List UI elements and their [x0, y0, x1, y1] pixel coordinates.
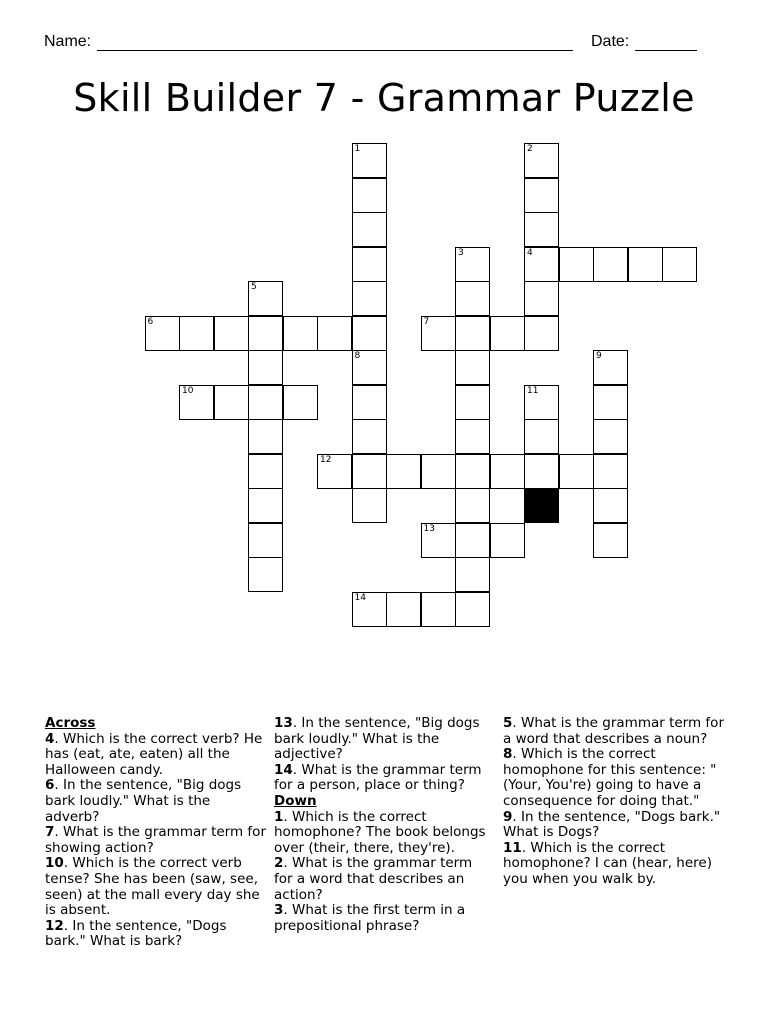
clue-number-label: 12: [320, 454, 332, 465]
crossword-cell[interactable]: [559, 247, 594, 282]
clue-number: 1: [274, 808, 284, 825]
clue-number-label: 10: [182, 385, 194, 396]
clue-number-label: 7: [423, 316, 430, 327]
crossword-cell[interactable]: [490, 523, 525, 558]
clue-text: . Which is the correct homophone? I can (hear, here) you when you walk by.: [503, 839, 712, 887]
clue-number: 6: [45, 777, 55, 794]
clue-text: . Which is the correct homophone for this sentence: "(Your, You're) going to have a consequence for doing that.": [503, 746, 717, 809]
crossword-cell[interactable]: [455, 247, 490, 282]
clue-text: . Which is the correct verb? He has (eat, ate, eaten) all the Halloween candy.: [45, 730, 263, 778]
crossword-cell[interactable]: [352, 488, 387, 523]
crossword-cell[interactable]: [524, 454, 559, 489]
crossword-cell[interactable]: [593, 247, 628, 282]
clue-text: . In the sentence, "Big dogs bark loudly." What is the adjective?: [274, 715, 480, 763]
clue-text: . What is the grammar term for showing action?: [45, 824, 266, 856]
crossword-cell[interactable]: [490, 316, 525, 351]
crossword-cell[interactable]: [421, 592, 456, 627]
clues-column-2: [274, 716, 492, 934]
clue-item: [503, 747, 725, 809]
clue-text: . What is the grammar term for a word that describes an action?: [274, 855, 473, 903]
clue-number-label: 3: [458, 247, 464, 258]
clue-number: 4: [45, 730, 55, 747]
crossword-cell[interactable]: [352, 178, 387, 213]
crossword-cell[interactable]: [283, 385, 318, 420]
crossword-cell[interactable]: [421, 523, 456, 558]
crossword-cell[interactable]: [421, 316, 456, 351]
clue-item: [274, 856, 492, 903]
name-label: Name:: [44, 33, 92, 50]
crossword-cell[interactable]: [524, 281, 559, 316]
crossword-cell[interactable]: [248, 419, 283, 454]
clue-number: 11: [503, 839, 522, 856]
clue-number-label: 8: [354, 351, 361, 361]
clue-number: 8: [503, 746, 513, 763]
clue-text: . Which is the correct verb tense? She has been (saw, see, seen) at the mall every day she is absent.: [45, 855, 260, 919]
clue-item: [274, 903, 492, 934]
crossword-cell[interactable]: [455, 419, 490, 454]
clue-number: 7: [45, 824, 55, 841]
crossword-cell[interactable]: [628, 247, 663, 282]
clue-item: [503, 841, 725, 888]
crossword-cell[interactable]: [317, 316, 352, 351]
clue-text: . What is the first term in a prepositional phrase?: [274, 902, 466, 934]
crossword-cell[interactable]: [524, 212, 559, 247]
clue-text: . In the sentence, "Dogs bark." What is bark?: [45, 917, 227, 950]
clue-number-label: 4: [527, 247, 533, 258]
clue-number-label: 2: [527, 144, 533, 154]
crossword-cell[interactable]: [352, 247, 387, 282]
clue-number: 3: [274, 902, 284, 919]
clue-number-label: 14: [354, 592, 366, 603]
crossword-cell[interactable]: [352, 281, 387, 316]
crossword-cell[interactable]: [352, 419, 387, 454]
crossword-cell[interactable]: [248, 488, 283, 523]
crossword-cell[interactable]: [179, 316, 214, 351]
crossword-cell[interactable]: [593, 419, 628, 454]
crossword-cell[interactable]: [248, 523, 283, 558]
clue-item: [45, 825, 267, 856]
crossword-cell[interactable]: [386, 454, 421, 489]
clue-item: [45, 778, 267, 825]
crossword-cell[interactable]: [352, 316, 387, 351]
date-label: Date:: [591, 33, 630, 50]
clue-number: 12: [45, 917, 64, 934]
clue-item: [45, 732, 267, 779]
crossword-cell[interactable]: [179, 385, 214, 420]
clue-section-heading: Across: [45, 715, 96, 731]
crossword-cell[interactable]: [248, 454, 283, 489]
crossword-cell[interactable]: [662, 247, 697, 282]
crossword-cell[interactable]: [352, 385, 387, 420]
crossword-cell[interactable]: [593, 385, 628, 420]
crossword-cell[interactable]: [593, 523, 628, 558]
crossword-cell[interactable]: [490, 454, 525, 489]
clue-text: . What is the grammar term for a person, place or thing?: [274, 761, 482, 794]
crossword-cell[interactable]: [352, 454, 387, 489]
clue-text: . In the sentence, "Big dogs bark loudly." What is the adverb?: [45, 777, 242, 825]
clue-text: . Which is the correct homophone? The book belongs over (their, there, they're).: [274, 808, 486, 856]
crossword-cell[interactable]: [352, 143, 387, 178]
crossword-cell[interactable]: [283, 316, 318, 351]
crossword-cell[interactable]: [145, 316, 180, 351]
clue-item: [274, 810, 492, 857]
crossword-cell[interactable]: [386, 592, 421, 627]
crossword-cell[interactable]: [455, 350, 490, 385]
crossword-blocked-cell: [524, 488, 559, 523]
crossword-cell[interactable]: [455, 281, 490, 316]
clue-number-label: 13: [423, 523, 435, 534]
crossword-cell[interactable]: [317, 454, 352, 489]
crossword-cell[interactable]: [248, 281, 283, 316]
crossword-cell[interactable]: [455, 557, 490, 592]
clue-item: [503, 810, 725, 841]
crossword-cell[interactable]: [214, 385, 249, 420]
crossword-cell[interactable]: [559, 454, 594, 489]
clue-item: [274, 716, 492, 763]
clue-text: . In the sentence, "Dogs bark." What is Dogs?: [503, 808, 721, 841]
crossword-cell[interactable]: [593, 488, 628, 523]
clue-number: 5: [503, 715, 513, 731]
clue-number: 2: [274, 855, 284, 872]
clue-number: 14: [274, 761, 293, 778]
clue-number-label: 6: [147, 316, 154, 327]
clue-section-heading: Down: [274, 792, 317, 809]
crossword-cell[interactable]: [524, 316, 559, 351]
crossword-cell[interactable]: [352, 212, 387, 247]
clue-item: [45, 856, 267, 918]
clue-number-label: 11: [527, 385, 539, 396]
crossword-cell[interactable]: [455, 488, 490, 523]
crossword-cell[interactable]: [524, 247, 559, 282]
crossword-cell[interactable]: [352, 592, 387, 627]
crossword-cell[interactable]: [455, 592, 490, 627]
crossword-cell[interactable]: [214, 316, 249, 351]
crossword-cell[interactable]: [524, 419, 559, 454]
crossword-cell[interactable]: [593, 350, 628, 385]
crossword-cell[interactable]: [248, 557, 283, 592]
clue-item: [45, 919, 267, 950]
crossword-cell[interactable]: [248, 350, 283, 385]
page-title: Skill Builder 7 - Grammar Puzzle: [73, 76, 695, 120]
crossword-cell[interactable]: [524, 178, 559, 213]
crossword-cell[interactable]: [524, 143, 559, 178]
clue-number: 9: [503, 808, 513, 825]
crossword-cell[interactable]: [455, 454, 490, 489]
crossword-cell[interactable]: [593, 454, 628, 489]
clue-number-label: 5: [251, 282, 257, 292]
clue-item: [274, 763, 492, 794]
clue-number: 10: [45, 855, 64, 872]
clue-number-label: 9: [596, 351, 602, 361]
crossword-cell[interactable]: [524, 385, 559, 420]
crossword-cell[interactable]: [455, 316, 490, 351]
crossword-cell[interactable]: [455, 523, 490, 558]
clue-item: [503, 716, 725, 747]
clues-column-3: [503, 716, 725, 888]
clue-number-label: 1: [354, 144, 361, 154]
clue-text: . What is the grammar term for a word that describes a noun?: [503, 715, 724, 747]
clues-column-1: [45, 716, 267, 950]
crossword-cell[interactable]: [248, 385, 283, 420]
crossword-cell[interactable]: [248, 316, 283, 351]
crossword-cell[interactable]: [455, 385, 490, 420]
crossword-cell[interactable]: [421, 454, 456, 489]
crossword-cell[interactable]: [352, 350, 387, 385]
clue-number: 13: [274, 715, 293, 731]
